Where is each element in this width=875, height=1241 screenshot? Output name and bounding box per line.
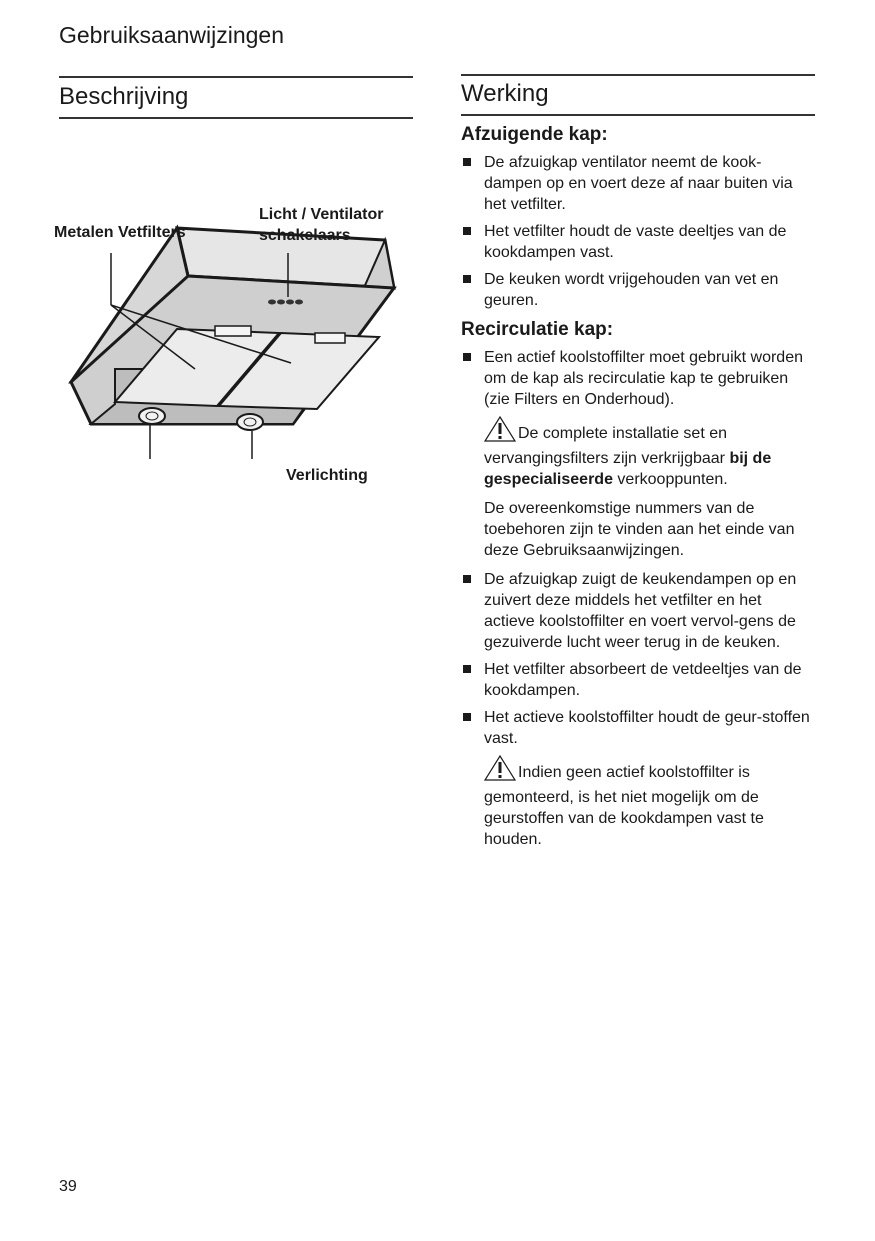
bullet-square-icon — [463, 575, 471, 583]
list-item: De afzuigkap ventilator neemt de kook-dampen op en voert deze af naar buiten via het vetfilter. — [461, 152, 815, 215]
accessories-note: De overeenkomstige nummers van de toebehoren zijn te vinden aan het einde van deze Gebruiksaanwijzingen. — [484, 500, 795, 559]
recirculation-title: Recirculatie kap: — [461, 319, 614, 340]
label-metal-filters: Metalen Vetfilters — [54, 224, 186, 241]
list-item: De keuken wordt vrijgehouden van vet en geuren. — [461, 269, 815, 311]
page-number: 39 — [59, 1178, 77, 1195]
bullet-square-icon — [463, 275, 471, 283]
list-item: Het actieve koolstoffilter houdt de geur-stoffen vast. — [461, 707, 815, 749]
cooker-hood-diagram — [59, 119, 413, 459]
filter-handle-right — [315, 333, 345, 343]
warning-triangle-icon — [484, 755, 516, 787]
label-switches-line1: Licht / Ventilator — [259, 206, 384, 223]
list-item: Een actief koolstoffilter moet gebruikt worden om de kap als recirculatie kap te gebruiken (zie Filters en Onderhoud). — [461, 347, 815, 410]
bullet-square-icon — [463, 158, 471, 166]
operation-heading: Werking — [461, 76, 815, 116]
installation-note: De complete installatie set en vervangingsfilters zijn verkrijgbaar bij de gespecialiseerde verkooppunten. — [461, 416, 815, 490]
extraction-list — [461, 152, 815, 311]
description-section — [54, 76, 413, 484]
bullet-square-icon — [463, 665, 471, 673]
bullet-square-icon — [463, 353, 471, 361]
recirculation-list-a — [461, 347, 815, 410]
extraction-title: Afzuigende kap: — [461, 124, 608, 145]
list-item: Het vetfilter absorbeert de vetdeeltjes van de kookdampen. — [461, 659, 815, 701]
bullet-square-icon — [463, 713, 471, 721]
carbon-filter-note: Indien geen actief koolstoffilter is gemonteerd, is het niet mogelijk om de geurstoffen van de kookdampen vast te houden. — [461, 755, 815, 850]
bullet-square-icon — [463, 227, 471, 235]
operation-section — [461, 74, 815, 858]
description-heading: Beschrijving — [59, 78, 413, 119]
label-switches-line2: schakelaars — [259, 227, 351, 244]
light-left — [139, 408, 165, 424]
light-right — [237, 414, 263, 430]
label-lighting: Verlichting — [286, 467, 368, 484]
hood-diagram-area — [54, 119, 413, 484]
filter-handle-left — [215, 326, 251, 336]
warning-triangle-icon — [484, 416, 516, 448]
document-title: Gebruiksaanwijzingen — [59, 22, 285, 48]
list-item: Het vetfilter houdt de vaste deeltjes van de kookdampen vast. — [461, 221, 815, 263]
list-item: De afzuigkap zuigt de keukendampen op en zuivert deze middels het vetfilter en het actieve koolstoffilter en voert vervol-gens de gezuiverde lucht weer terug in de keuken. — [461, 569, 815, 653]
recirculation-list-b — [461, 569, 815, 749]
